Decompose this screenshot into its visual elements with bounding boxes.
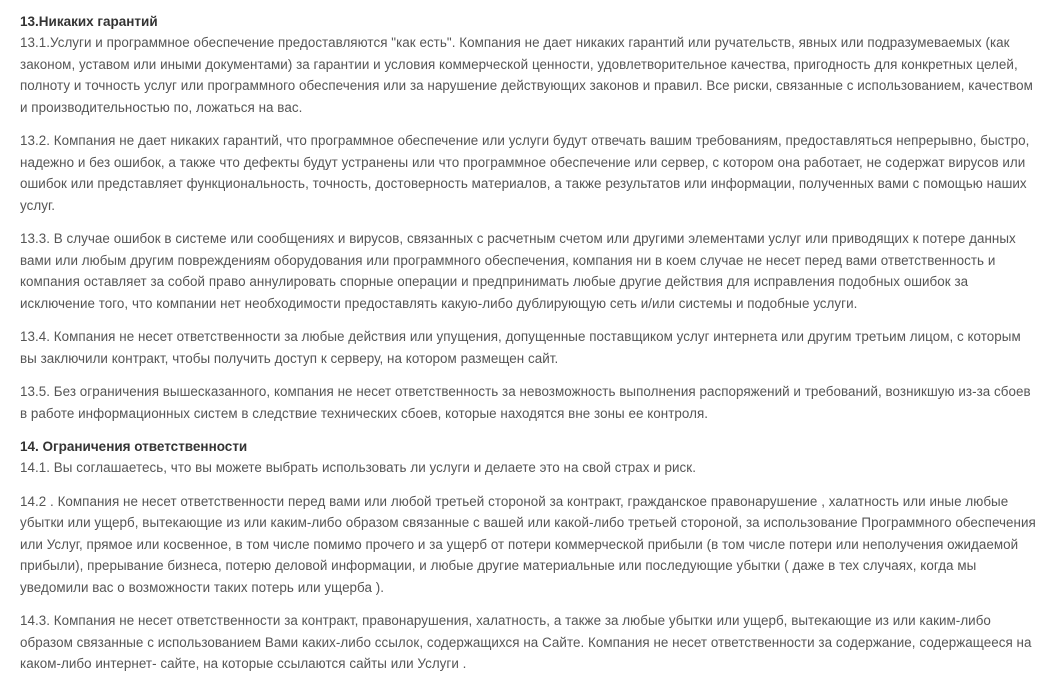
paragraph-14-1: 14.1. Вы соглашаетесь, что вы можете выбрать использовать ли услуги и делаете это на свой страх и риск.	[20, 460, 696, 475]
paragraph-13-4: 13.4. Компания не несет ответственности за любые действия или упущения, допущенные поставщиком услуг интернета или другим третьим лицом, с которым вы заключили контракт, чтобы получить доступ к серверу, на котором размещен сайт.	[20, 329, 1021, 366]
paragraph-13-3: 13.3. В случае ошибок в системе или сообщениях и вирусов, связанных с расчетным счетом или другими элементами услуг или приводящих к потере данных вами или любым другим повреждениям оборудования или программного обеспечения, компания ни в коем случае не несет перед вами ответственность и компания оставляет за собой право аннулировать спорные операции и предпринимать любые другие действия для исправления подобных ошибок за исключение того, что компании нет необходимости предоставлять какую-либо дублирующую сеть и/или системы и подобные услуги.	[20, 231, 1016, 311]
section-14	[20, 436, 1036, 675]
section-title: 13.Никаких гарантий	[20, 14, 158, 29]
section-title: 14. Ограничения ответственности	[20, 439, 248, 454]
paragraph-14-2: 14.2 . Компания не несет ответственности перед вами или любой третьей стороной за контракт, гражданское правонарушение , халатность или иные любые убытки или ущерб, вытекающие из или каким-либо образом связанные с вашей или какой-либо третьей стороной, за использование Программного обеспечения или Услуг, прямое или косвенное, в том числе помимо прочего и за ущерб от потери коммерческой прибыли (в том числе потери или неполучения ожидаемой прибыли), прерывание бизнеса, потерю деловой информации, и любые другие материальные или последующие убытки ( даже в тех случаях, когда мы уведомили вас о возможности таких потерь или ущерба ).	[20, 493, 1036, 595]
section-13	[20, 11, 1036, 424]
paragraph-13-5: 13.5. Без ограничения вышесказанного, компания не несет ответственность за невозможность выполнения распоряжений и требований, возникшую из-за сбоев в работе информационных систем в следствие технических сбоев, которые находятся вне зоны ее контроля.	[20, 384, 1031, 421]
paragraph-13-1: 13.1.Услуги и программное обеспечение предоставляются "как есть". Компания не дает никаких гарантий или ручательств, явных или подразумеваемых (как законом, уставом или иными документами) за гарантии и условия коммерческой ценности, удовлетворительное качества, пригодность для конкретных целей, полноту и точность услуг или программного обеспечения или за нарушение действующих законов и правил. Все риски, связанные с использованием, качеством и производительностью по, ложаться на вас.	[20, 35, 1033, 115]
paragraph-13-2: 13.2. Компания не дает никаких гарантий, что программное обеспечение или услуги будут отвечать вашим требованиям, предоставляться непрерывно, быстро, надежно и без ошибок, а также что дефекты будут устранены или что программное обеспечение или сервер, с котором она работает, не содержат вирусов или ошибок или представляет функциональность, точность, достоверность материалов, а также результатов или информации, полученных вами с помощью наших услуг.	[20, 133, 1030, 213]
paragraph-14-3: 14.3. Компания не несет ответственности за контракт, правонарушения, халатность, а также за любые убытки или ущерб, вытекающие из или каким-либо образом связанные с использованием Вами каких-либо ссылок, содержащихся на Сайте. Компания не несет ответственности за содержание, содержащееся на каком-либо интернет- сайте, на которые ссылаются сайты или Услуги .	[20, 613, 1032, 671]
